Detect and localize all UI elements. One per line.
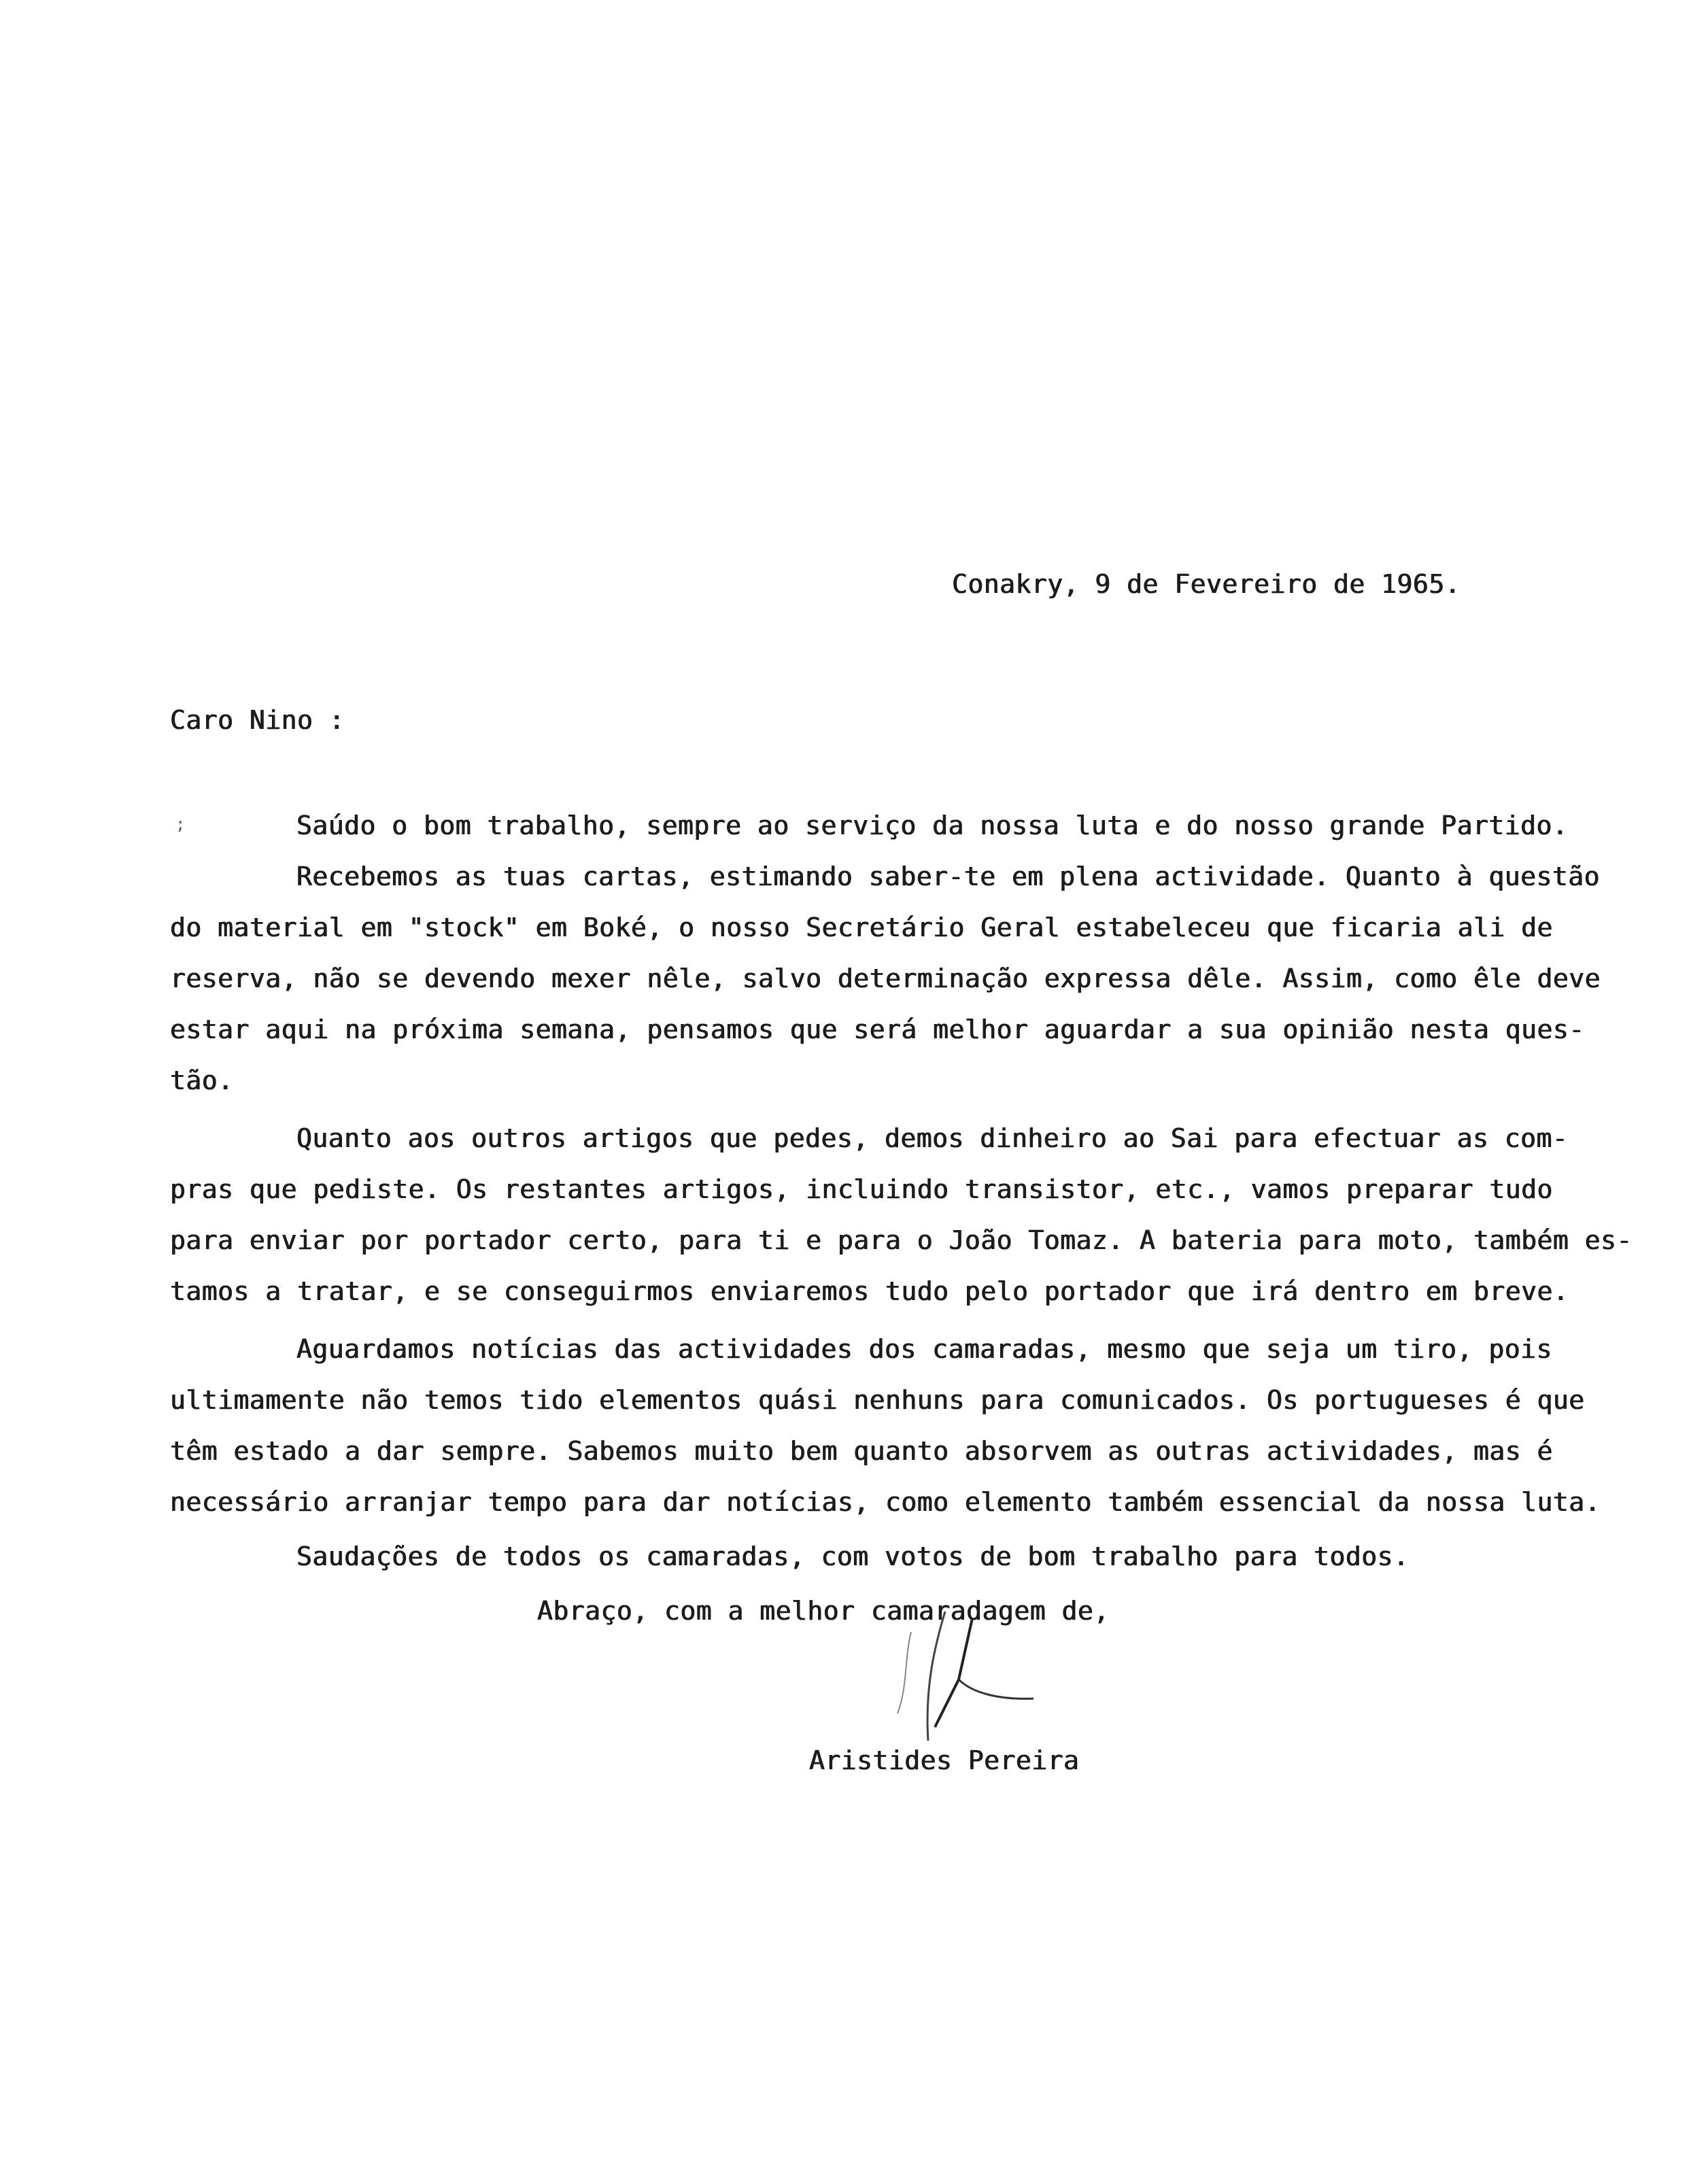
paragraph-line: Saúdo o bom trabalho, sempre ao serviço da nossa luta e do nosso grande Partido. bbox=[296, 811, 1569, 840]
greetings-line: Saudações de todos os camaradas, com votos de bom trabalho para todos. bbox=[296, 1541, 1410, 1571]
paragraph-line: necessário arranjar tempo para dar notícias, como elemento também essencial da nossa luta. bbox=[170, 1487, 1601, 1517]
signer-name: Aristides Pereira bbox=[809, 1745, 1080, 1775]
paragraph-line: tamos a tratar, e se conseguirmos enviaremos tudo pelo portador que irá dentro em breve. bbox=[170, 1276, 1569, 1306]
paragraph-line: Recebemos as tuas cartas, estimando saber-te em plena actividade. Quanto à questão bbox=[296, 862, 1600, 891]
closing-line: Abraço, com a melhor camaradagem de, bbox=[537, 1596, 1110, 1626]
paragraph-line: estar aqui na próxima semana, pensamos que será melhor aguardar a sua opinião nesta ques- bbox=[170, 1015, 1585, 1044]
paragraph-line: ultimamente não temos tido elementos quási nenhuns para comunicados. Os portugueses é que bbox=[170, 1385, 1585, 1415]
paragraph-line: do material em "stock" em Boké, o nosso Secretário Geral estabeleceu que ficaria ali de bbox=[170, 913, 1553, 942]
paragraph-line: tão. bbox=[170, 1066, 234, 1095]
letter-date: Conakry, 9 de Fevereiro de 1965. bbox=[952, 569, 1461, 599]
paragraph-line: reserva, não se devendo mexer nêle, salvo determinação expressa dêle. Assim, como êle deve bbox=[170, 964, 1601, 993]
salutation: Caro Nino : bbox=[170, 705, 345, 735]
signature-mark bbox=[870, 1605, 1074, 1754]
paragraph-line: Quanto aos outros artigos que pedes, demos dinheiro ao Sai para efectuar as com- bbox=[296, 1123, 1569, 1153]
paragraph-line: Aguardamos notícias das actividades dos camaradas, mesmo que seja um tiro, pois bbox=[296, 1334, 1552, 1364]
paragraph-line: têm estado a dar sempre. Sabemos muito bem quanto absorvem as outras actividades, mas é bbox=[170, 1436, 1553, 1466]
paragraph-line: pras que pediste. Os restantes artigos, incluindo transistor, etc., vamos preparar tudo bbox=[170, 1174, 1553, 1204]
margin-mark: ; bbox=[175, 815, 186, 834]
paragraph-line: para enviar por portador certo, para ti e para o João Tomaz. A bateria para moto, também es- bbox=[170, 1225, 1633, 1255]
